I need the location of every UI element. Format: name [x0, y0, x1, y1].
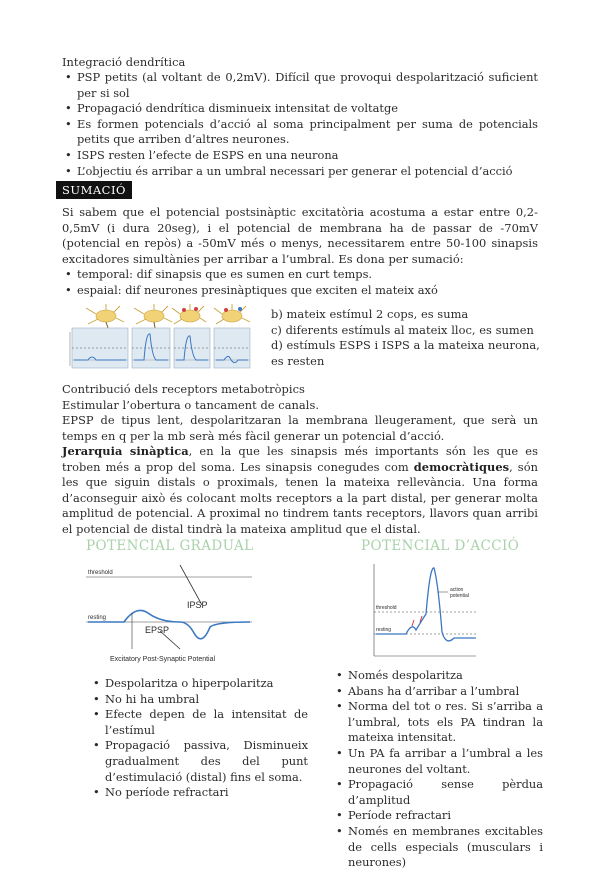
figure-note: es resten: [271, 353, 325, 368]
metabotropics-paragraph: EPSP de tipus lent, despolaritzaran la membrana lleugerament, que serà un temps en q per la mb serà més fàcil generar un potencial d’acció.: [62, 413, 538, 443]
jerarquia-text-1: , en la que les sinapsis més importants són les que es troben més a prop del soma. Les sinapsis conegudes com: [62, 444, 538, 474]
list-item: • Període refractari: [333, 808, 543, 824]
section-tag-sumacio: SUMACIÓ: [56, 181, 132, 199]
list-item: • Efecte depen de la intensitat de l’estímul: [90, 707, 308, 738]
resting-label: resting: [376, 627, 392, 633]
resting-label: resting: [88, 615, 107, 621]
figure-notes: [271, 307, 541, 369]
list-item: • No hi ha umbral: [90, 692, 308, 708]
list-item: • L’objectiu és arribar a un umbral necessari per generar el potencial d’acció: [62, 164, 538, 180]
jerarquia-term: Jerarquia sinàptica: [62, 444, 189, 458]
list-item: • espaial: dif neurones presinàptiques que exciten el mateix axó: [62, 283, 538, 299]
neuron-icon: [172, 304, 206, 324]
jerarquia-paragraph: [62, 444, 538, 538]
list-item: • No període refractari: [90, 785, 308, 801]
gradual-figure: [84, 561, 254, 669]
list-item: • Norma del tot o res. Si s’arriba a l’umbral, tots els PA tindran la mateixa intensitat.: [333, 699, 543, 746]
sumacio-paragraph: Si sabem que el potencial postsinàptic excitatòria acostuma a estar entre 0,2-0,5mV (i dura 20seg), i el potencial de membrana ha de passar de -70mV (potencial en repòs) a -50mV més o menys, necessitarem entre 50-100 sinapsis excitadores simultànies per arribar a l’umbral. Es dona per sumació:: [62, 205, 538, 266]
accio-list: [333, 668, 543, 871]
accio-title: POTENCIAL D’ACCIÓ: [361, 538, 520, 554]
metabotropics-block: [62, 382, 538, 444]
list-item: • ISPS resten l’efecte de ESPS en una neurona: [62, 148, 538, 164]
list-item: • Es formen potencials d’acció al soma principalment per suma de potencials petits que arriben d’altres neurones.: [62, 117, 538, 148]
metabotropics-line: Estimular l’obertura o tancament de canals.: [62, 397, 320, 412]
figure-note: b) mateix estímul 2 cops, es suma: [271, 307, 469, 321]
list-item: • Només despolaritza: [333, 668, 543, 684]
peak-label: action potential: [450, 587, 469, 599]
ipsp-pointer: [180, 565, 202, 605]
jerarquia-text-2: , són les que siguin distals o proximals, tenen la mateixa rellevància. Una forma d’aconseguir això és colocant molts receptors a la part distal, per generar molta amplitud de potencial. A proximal no tindrem tants receptors, llavors quan arribi el potencial de distal tindrà la mateixa amplitud que el distal.: [62, 459, 538, 536]
gradual-list: [90, 676, 308, 801]
epsp-label: EPSP: [145, 625, 170, 635]
list-item: • Propagació sense pèrdua d’amplitud: [333, 777, 543, 808]
gradual-title: POTENCIAL GRADUAL: [86, 538, 254, 554]
intro-heading: Integració dendrítica: [62, 55, 186, 69]
gradual-caption: Excitatory Post-Synaptic Potential: [110, 656, 216, 663]
neuron-icon: [214, 304, 250, 324]
threshold-label: threshold: [88, 570, 113, 576]
figure-note: c) diferents estímuls al mateix lloc, es sumen: [271, 322, 534, 337]
metabotropics-heading: Contribució dels receptors metabotròpics: [62, 382, 305, 396]
list-item: • Propagació dendrítica disminueix intensitat de voltatge: [62, 101, 538, 117]
list-item: • Propagació passiva, Disminueix gradualment des del punt d’estimulació (distal) fins el soma.: [90, 738, 308, 785]
summation-diagram: [68, 304, 264, 372]
list-item: • Només en membranes excitables de cells especials (musculars i neurones): [333, 824, 543, 871]
ipsp-label: IPSP: [187, 600, 208, 610]
threshold-label: threshold: [376, 605, 397, 611]
list-item: • temporal: dif sinapsis que es sumen en curt temps.: [62, 267, 538, 283]
intro-list: [62, 70, 538, 179]
sumacio-list: [62, 267, 538, 298]
summation-figure: [68, 304, 264, 372]
democratiques-term: democràtiques: [413, 459, 510, 474]
accio-figure: [366, 562, 478, 658]
gradual-chart: [84, 561, 254, 669]
list-item: • Despolaritza o hiperpolaritza: [90, 676, 308, 692]
list-item: • PSP petits (al voltant de 0,2mV). Difícil que provoqui despolarització suficient per si sol: [62, 70, 538, 101]
figure-note: d) estímuls ESPS i ISPS a la mateixa neurona,: [271, 338, 540, 353]
list-item: • Un PA fa arribar a l’umbral a les neurones del voltant.: [333, 746, 543, 777]
list-item: • Abans ha d’arribar a l’umbral: [333, 684, 543, 700]
